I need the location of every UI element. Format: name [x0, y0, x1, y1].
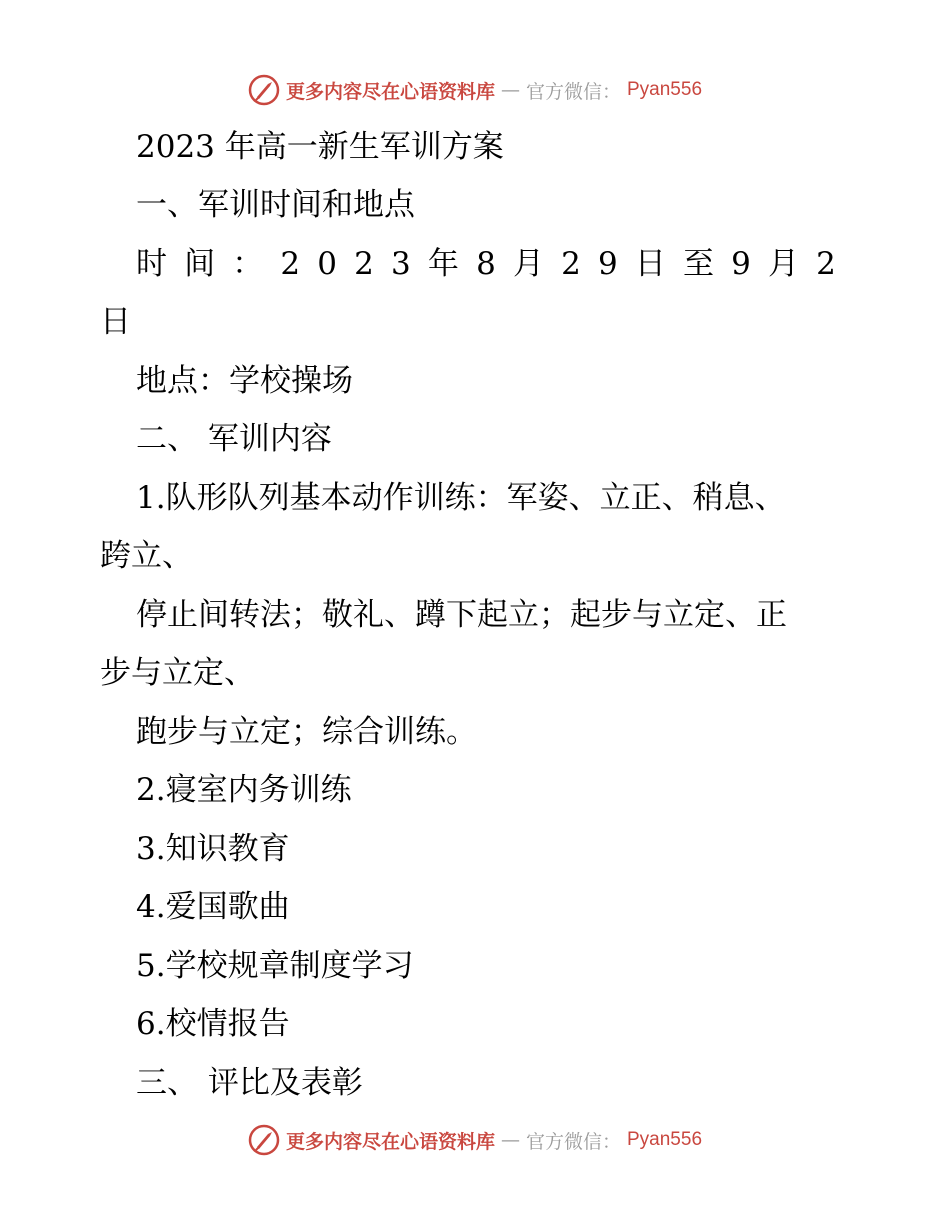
time-char: 2: [280, 246, 301, 282]
time-char: 2: [816, 246, 836, 282]
watermark-brand: 更多内容尽在心语资料库: [285, 80, 495, 103]
time-line: [136, 244, 836, 284]
quill-pen-icon: [248, 74, 280, 106]
time-char: 日: [634, 246, 666, 282]
time-char: 间: [184, 246, 216, 282]
time-char: 至: [682, 246, 714, 282]
place-line: 地点：学校操场: [136, 363, 353, 399]
item-1-line-a: 1.队形队列基本动作训练：军姿、立正、稍息、: [136, 480, 786, 516]
time-char: 月: [767, 246, 799, 282]
time-char: 3: [391, 246, 411, 282]
time-char: 8: [476, 246, 496, 282]
section-heading-3: 三、 评比及表彰: [136, 1065, 363, 1101]
doc-title: 2023 年高一新生军训方案: [136, 129, 504, 165]
time-char: 年: [427, 246, 459, 282]
section-heading-1: 一、军训时间和地点: [136, 187, 415, 223]
watermark-id: Pyan556: [627, 79, 703, 100]
watermark-header: [0, 70, 950, 110]
item-1-line-d: 步与立定、: [100, 655, 255, 691]
time-char: 月: [512, 246, 544, 282]
watermark-brand: 更多内容尽在心语资料库: [285, 1130, 495, 1153]
item-3: 3.知识教育: [136, 831, 290, 867]
time-char: 时: [136, 246, 167, 282]
item-4: 4.爱国歌曲: [136, 889, 290, 925]
time-char: 0: [317, 246, 338, 282]
time-char: 2: [561, 246, 581, 282]
watermark-footer: [0, 1120, 950, 1160]
item-1-line-c: 停止间转法；敬礼、蹲下起立；起步与立定、正: [136, 597, 787, 633]
quill-pen-icon: [248, 1124, 280, 1156]
time-line-tail: 日: [100, 304, 131, 340]
time-char: ：: [232, 246, 264, 282]
item-5: 5.学校规章制度学习: [136, 948, 414, 984]
watermark-separator: —: [500, 79, 520, 101]
item-1-line-e: 跑步与立定；综合训练。: [136, 714, 477, 750]
watermark-separator: —: [500, 1129, 520, 1151]
watermark: [248, 74, 702, 106]
item-2: 2.寝室内务训练: [136, 772, 352, 808]
watermark-label: 官方微信：: [525, 1130, 621, 1153]
time-char: 9: [597, 246, 618, 282]
time-char: 9: [731, 246, 751, 282]
watermark-label: 官方微信：: [525, 80, 621, 103]
watermark: [248, 1124, 702, 1156]
time-char: 2: [354, 246, 374, 282]
item-1-line-b: 跨立、: [100, 538, 193, 574]
section-heading-2: 二、 军训内容: [136, 421, 332, 457]
watermark-id: Pyan556: [627, 1129, 703, 1150]
item-6: 6.校情报告: [136, 1006, 290, 1042]
